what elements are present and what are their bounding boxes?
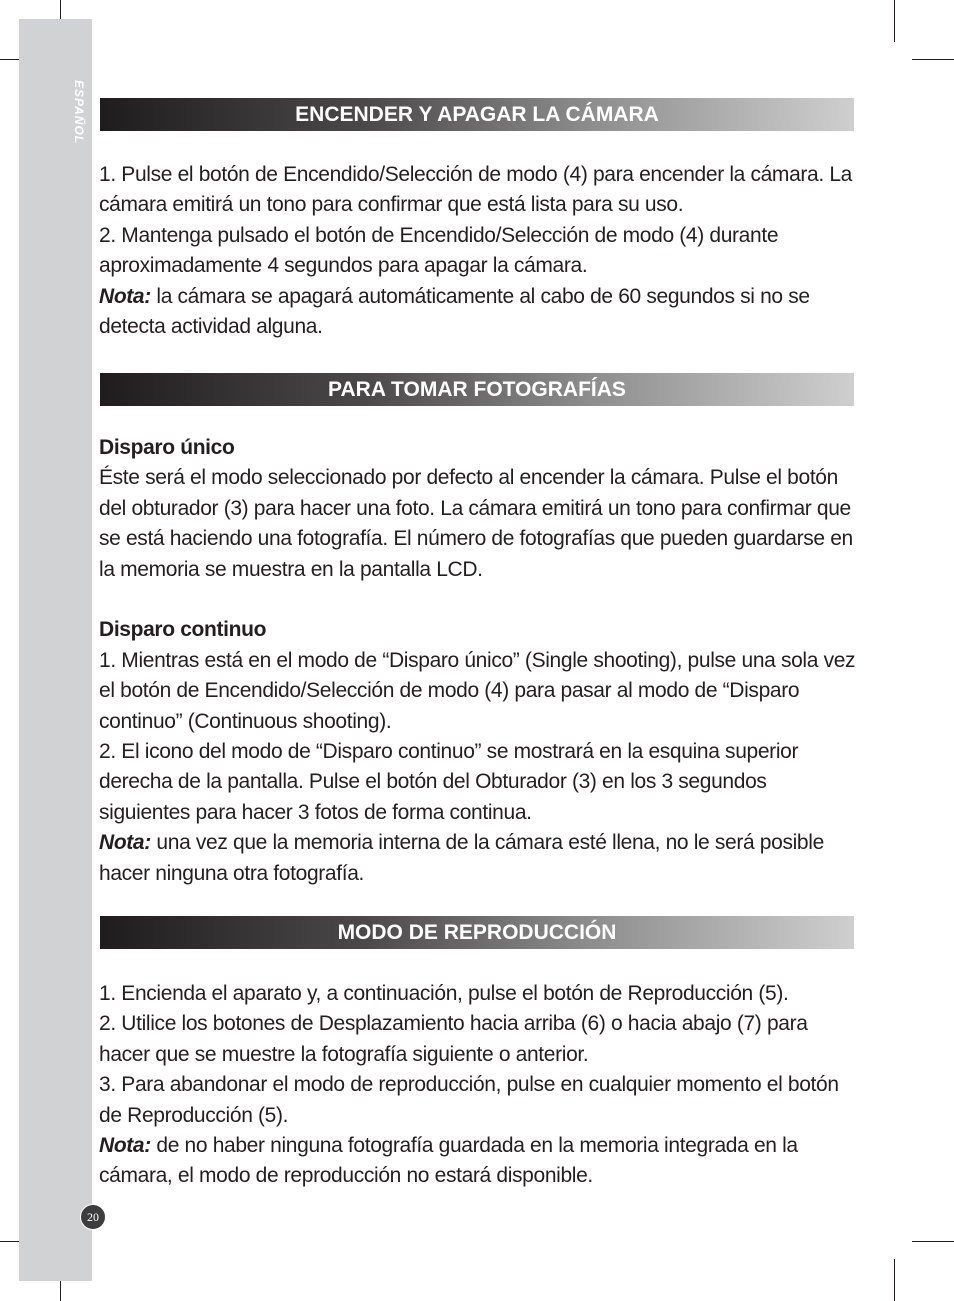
- side-band: [19, 19, 92, 1281]
- note-text: una vez que la memoria interna de la cámara esté llena, no le será posible hacer ninguna otra fotografía.: [99, 831, 824, 885]
- paragraph: 3. Para abandonar el modo de reproducción, pulse en cualquier momento el botón de Reproducción (5).: [99, 1073, 839, 1127]
- note-paragraph: [99, 828, 859, 889]
- note-paragraph: [99, 282, 859, 343]
- language-label: ESPAÑOL: [72, 80, 86, 145]
- note-text: de no haber ninguna fotografía guardada en la memoria integrada en la cámara, el modo de reproducción no estará disponible.: [99, 1134, 798, 1188]
- section-heading-photos: PARA TOMAR FOTOGRAFÍAS: [100, 373, 854, 406]
- page-number: 20: [80, 1204, 106, 1230]
- section-heading-power: ENCENDER Y APAGAR LA CÁMARA: [100, 98, 854, 131]
- note-paragraph: [99, 1131, 859, 1192]
- subheading-single-shot: Disparo único: [99, 436, 235, 459]
- note-label: Nota:: [99, 831, 151, 855]
- section-body-photos: [99, 433, 859, 889]
- paragraph: 1. Mientras está en el modo de “Disparo único” (Single shooting), pulse una sola vez el botón de Encendido/Selección de modo (4) para pasar al modo de “Disparo continuo” (Continuous shooting).: [99, 648, 856, 733]
- paragraph: 1. Pulse el botón de Encendido/Selección de modo (4) para encender la cámara. La cámara emitirá un tono para confirmar que está lista para su uso.: [99, 163, 852, 217]
- paragraph: 2. El icono del modo de “Disparo continuo” se mostrará en la esquina superior derecha de la pantalla. Pulse el botón del Obturador (3) en los 3 segundos siguientes para hacer 3 fotos de forma continua.: [99, 740, 799, 824]
- note-label: Nota:: [99, 1134, 151, 1158]
- paragraph: 2. Mantenga pulsado el botón de Encendido/Selección de modo (4) durante aproximadamente 4 segundos para apagar la cámara.: [99, 223, 779, 278]
- crop-mark: [912, 59, 954, 60]
- section-body-power: [99, 160, 859, 342]
- paragraph: 1. Encienda el aparato y, a continuación, pulse el botón de Reproducción (5).: [99, 982, 789, 1005]
- note-text: la cámara se apagará automáticamente al cabo de 60 segundos si no se detecta actividad alguna.: [99, 284, 810, 339]
- crop-mark: [894, 1259, 895, 1301]
- crop-mark: [894, 0, 895, 42]
- section-body-playback: [99, 979, 859, 1192]
- paragraph: 2. Utilice los botones de Desplazamiento hacia arriba (6) o hacia abajo (7) para hacer que se muestre la fotografía siguiente o anterior.: [99, 1012, 808, 1066]
- crop-mark: [912, 1241, 954, 1242]
- paragraph: Éste será el modo seleccionado por defecto al encender la cámara. Pulse el botón del obturador (3) para hacer una foto. La cámara emitirá un tono para confirmar que se está haciendo una fotografía. El número de fotografías que pueden guardarse en la memoria se muestra en la pantalla LCD.: [99, 466, 853, 581]
- note-label: Nota:: [99, 284, 151, 308]
- subheading-continuous-shot: Disparo continuo: [99, 618, 267, 642]
- section-heading-playback: MODO DE REPRODUCCIÓN: [100, 916, 854, 949]
